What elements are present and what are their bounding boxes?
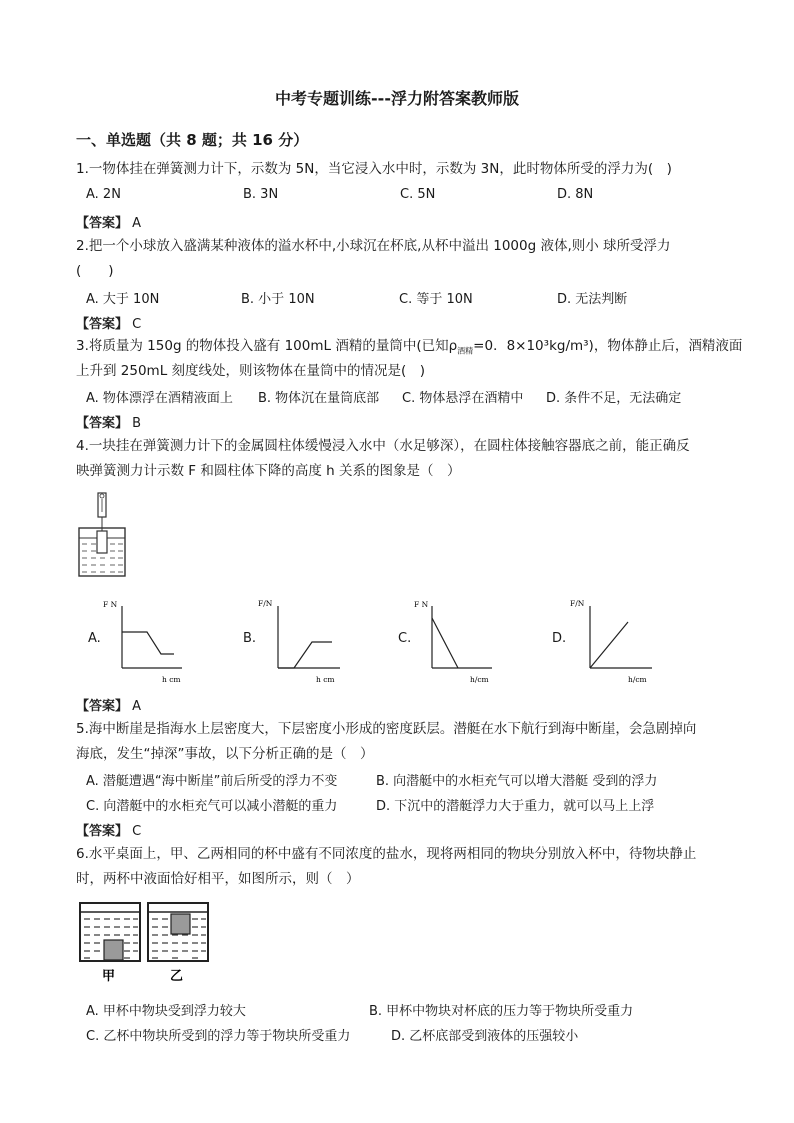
- q2-option-c: C. 等于 10N: [399, 292, 473, 307]
- graph-a-y-label: F N: [103, 600, 118, 609]
- q6-option-b: B. 甲杯中物块对杯底的压力等于物块所受重力: [369, 1004, 634, 1019]
- question-3-text: [76, 337, 742, 361]
- question-2-text-line2: ( ): [76, 263, 114, 279]
- q5-option-a: A. 潜艇遭遇“海中断崖”前后所受的浮力不变: [86, 774, 338, 789]
- beaker-jia-label: 甲: [102, 969, 116, 984]
- q5-option-c: C. 向潜艇中的水柜充气可以减小潜艇的重力: [86, 799, 338, 814]
- beakers-diagram: [78, 900, 218, 986]
- q5-option-d: D. 下沉中的潜艇浮力大于重力，就可以马上上浮: [376, 799, 655, 814]
- answer-value: A: [132, 216, 142, 231]
- q3-subscript: 酒精: [457, 346, 474, 356]
- answer-value: A: [132, 699, 142, 714]
- q3-option-b: B. 物体沉在量筒底部: [258, 391, 380, 406]
- page-title: 中考专题训练---浮力附答案教师版: [275, 89, 519, 108]
- q1-answer: [76, 212, 141, 231]
- q1-option-c: C. 5N: [400, 187, 436, 202]
- question-4-text: 4.一块挂在弹簧测力计下的金属圆柱体缓慢浸入水中（水足够深），在圆柱体接触容器底之前，能正确反: [76, 438, 690, 454]
- graph-b: [256, 596, 346, 688]
- graph-a-x-label: h cm: [162, 675, 181, 684]
- question-4-text-line2: 映弹簧测力计示数 F 和圆柱体下降的高度 h 关系的图象是（ ）: [76, 463, 461, 479]
- graph-d-y-label: F/N: [570, 599, 585, 608]
- q3-text-part1: 3.将质量为 150g 的物体投入盛有 100mL 酒精的量筒中(已知ρ: [76, 338, 458, 354]
- q2-answer: [76, 313, 141, 332]
- answer-value: B: [132, 416, 142, 431]
- graph-d-x-label: h/cm: [628, 675, 647, 684]
- q2-option-a: A. 大于 10N: [86, 292, 160, 307]
- spring-scale-diagram: [78, 490, 138, 582]
- question-2-text: 2.把一个小球放入盛满某种液体的溢水杯中,小球沉在杯底,从杯中溢出 1000g 液体,则小 球所受浮力: [76, 238, 671, 254]
- question-3-text-line2: 上升到 250mL 刻度线处，则该物体在量筒中的情况是( ): [76, 363, 426, 379]
- q5-option-b: B. 向潜艇中的水柜充气可以增大潜艇 受到的浮力: [376, 774, 658, 789]
- q5-answer: [76, 820, 141, 839]
- q1-option-a: A. 2N: [86, 187, 121, 202]
- q4-option-d-label: D.: [552, 631, 567, 646]
- q3-option-c: C. 物体悬浮在酒精中: [402, 391, 524, 406]
- answer-tag: 【答案】: [76, 216, 129, 231]
- q6-option-a: A. 甲杯中物块受到浮力较大: [86, 1004, 246, 1019]
- question-5-text: 5.海中断崖是指海水上层密度大，下层密度小形成的密度跃层。潜艇在水下航行到海中断崖，会急剧掉向: [76, 721, 697, 737]
- graph-b-x-label: h cm: [316, 675, 335, 684]
- answer-value: C: [132, 824, 142, 839]
- answer-tag: 【答案】: [76, 416, 129, 431]
- graph-c-y-label: F N: [414, 600, 429, 609]
- q4-option-c-label: C.: [398, 631, 412, 646]
- q6-option-c: C. 乙杯中物块所受到的浮力等于物块所受重力: [86, 1029, 351, 1044]
- answer-tag: 【答案】: [76, 699, 129, 714]
- q4-option-b-label: B.: [243, 631, 257, 646]
- graph-c: [412, 598, 502, 688]
- answer-value: C: [132, 317, 142, 332]
- q1-option-b: B. 3N: [243, 187, 279, 202]
- section-heading: 一、单选题（共 8 题；共 16 分）: [76, 131, 309, 149]
- question-1-text: 1.一物体挂在弹簧测力计下，示数为 5N，当它浸入水中时，示数为 3N，此时物体所受的浮力为( ): [76, 161, 672, 177]
- q4-answer: [76, 695, 141, 714]
- question-6-text-line2: 时，两杯中液面恰好相平，如图所示，则（ ）: [76, 871, 360, 887]
- q3-answer: [76, 412, 141, 431]
- answer-tag: 【答案】: [76, 317, 129, 332]
- beaker-yi-label: 乙: [170, 969, 184, 984]
- q3-option-a: A. 物体漂浮在酒精液面上: [86, 391, 233, 406]
- q1-option-d: D. 8N: [557, 187, 594, 202]
- q2-option-d: D. 无法判断: [557, 292, 628, 307]
- question-5-text-line2: 海底，发生“掉深”事故，以下分析正确的是（ ）: [76, 746, 374, 762]
- graph-a: [100, 598, 190, 688]
- graph-c-x-label: h/cm: [470, 675, 489, 684]
- q4-option-a-label: A.: [88, 631, 101, 646]
- q2-option-b: B. 小于 10N: [241, 292, 315, 307]
- q6-option-d: D. 乙杯底部受到液体的压强较小: [391, 1029, 579, 1044]
- graph-d: [568, 596, 660, 688]
- graph-b-y-label: F/N: [258, 599, 273, 608]
- q3-option-d: D. 条件不足，无法确定: [546, 391, 682, 406]
- q3-text-part2: =0．8×10³kg/m³)，物体静止后，酒精液面: [473, 338, 743, 354]
- question-6-text: 6.水平桌面上，甲、乙两相同的杯中盛有不同浓度的盐水，现将两相同的物块分别放入杯中，待物块静止: [76, 846, 697, 862]
- answer-tag: 【答案】: [76, 824, 129, 839]
